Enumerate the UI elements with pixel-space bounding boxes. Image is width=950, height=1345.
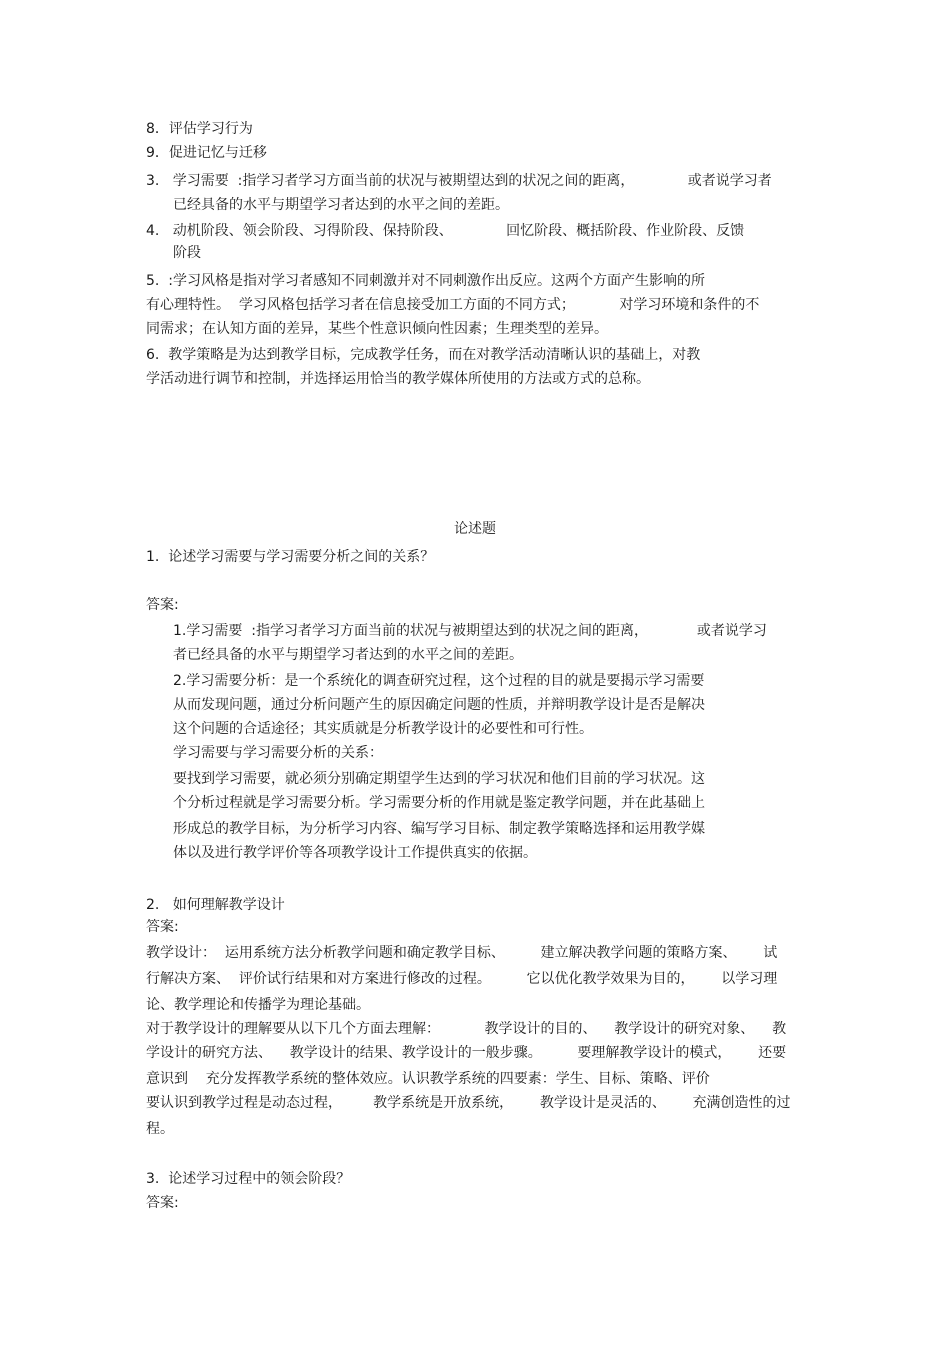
q2-line-1: 教学设计： 运用系统方法分析教学问题和确定教学目标、 建立解决教学问题的策略方案、 试 bbox=[146, 945, 778, 961]
answer-6-line-1: 6. 教学策略是为达到教学目标，完成教学任务，而在对教学活动清晰认识的基础上，对教 bbox=[146, 347, 701, 363]
answer-label-3: 答案: bbox=[146, 1195, 179, 1211]
answer-3-line-2: 已经具备的水平与期望学习者达到的水平之间的差距。 bbox=[173, 197, 509, 213]
q2-line-6: 意识到 充分发挥教学系统的整体效应。认识教学系统的四要素：学生、目标、策略、评价 bbox=[146, 1071, 710, 1087]
question-1: 1. 论述学习需要与学习需要分析之间的关系？ bbox=[146, 549, 435, 565]
q2-line-3: 论、教学理论和传播学为理论基础。 bbox=[146, 997, 370, 1013]
q1-line-10: 体以及进行教学评价等各项教学设计工作提供真实的依据。 bbox=[173, 845, 537, 861]
q1-line-3: 2.学习需要分析：是一个系统化的调查研究过程，这个过程的目的就是要揭示学习需要 bbox=[173, 673, 705, 689]
q2-line-2: 行解决方案、 评价试行结果和对方案进行修改的过程。 它以优化教学效果为目的， 以学习理 bbox=[146, 971, 778, 987]
q1-line-5: 这个问题的合适途径；其实质就是分析教学设计的必要性和可行性。 bbox=[173, 721, 593, 737]
question-3: 3. 论述学习过程中的领会阶段？ bbox=[146, 1171, 351, 1187]
answer-label-2: 答案: bbox=[146, 919, 179, 935]
q2-line-7: 要认识到教学过程是动态过程， 教学系统是开放系统， 教学设计是灵活的、 充满创造性的过 bbox=[146, 1095, 791, 1111]
q2-line-5: 学设计的研究方法、 教学设计的结果、教学设计的一般步骤。 要理解教学设计的模式， 还要 bbox=[146, 1045, 787, 1061]
q1-line-6: 学习需要与学习需要分析的关系： bbox=[173, 745, 383, 761]
q1-line-8: 个分析过程就是学习需要分析。学习需要分析的作用就是鉴定教学问题，并在此基础上 bbox=[173, 795, 705, 811]
answer-label-1: 答案: bbox=[146, 597, 179, 613]
answer-4-line-2: 阶段 bbox=[173, 245, 201, 261]
answer-6-line-2: 学活动进行调节和控制，并选择运用恰当的教学媒体所使用的方法或方式的总称。 bbox=[146, 371, 650, 387]
answer-5-line-3: 同需求；在认知方面的差异，某些个性意识倾向性因素；生理类型的差异。 bbox=[146, 321, 608, 337]
section-title: 论述题 bbox=[454, 521, 496, 537]
q1-line-9: 形成总的教学目标，为分析学习内容、编写学习目标、制定教学策略选择和运用教学媒 bbox=[173, 821, 705, 837]
question-2: 2. 如何理解教学设计 bbox=[146, 897, 285, 913]
q2-line-4: 对于教学设计的理解要从以下几个方面去理解： 教学设计的目的、 教学设计的研究对象、 教 bbox=[146, 1021, 787, 1037]
q1-line-4: 从而发现问题，通过分析问题产生的原因确定问题的性质，并辩明教学设计是否是解决 bbox=[173, 697, 705, 713]
q1-line-1: 1.学习需要 :指学习者学习方面当前的状况与被期望达到的状况之间的距离， 或者说学习 bbox=[173, 623, 767, 639]
answer-5-line-2: 有心理特性。 学习风格包括学习者在信息接受加工方面的不同方式； 对学习环境和条件的不 bbox=[146, 297, 760, 313]
list-item-8: 8．评估学习行为 bbox=[146, 121, 253, 137]
answer-5-line-1: 5. :学习风格是指对学习者感知不同刺激并对不同刺激作出反应。这两个方面产生影响的所 bbox=[146, 273, 705, 289]
answer-3-line-1: 3. 学习需要 :指学习者学习方面当前的状况与被期望达到的状况之间的距离， 或者说学习者 bbox=[146, 173, 772, 189]
answer-4-line-1: 4. 动机阶段、领会阶段、习得阶段、保持阶段、 回忆阶段、概括阶段、作业阶段、反馈 bbox=[146, 223, 745, 239]
list-item-9: 9．促进记忆与迁移 bbox=[146, 145, 267, 161]
q1-line-2: 者已经具备的水平与期望学习者达到的水平之间的差距。 bbox=[173, 647, 523, 663]
q1-line-7: 要找到学习需要，就必须分别确定期望学生达到的学习状况和他们目前的学习状况。这 bbox=[173, 771, 705, 787]
q2-line-8: 程。 bbox=[146, 1121, 174, 1137]
